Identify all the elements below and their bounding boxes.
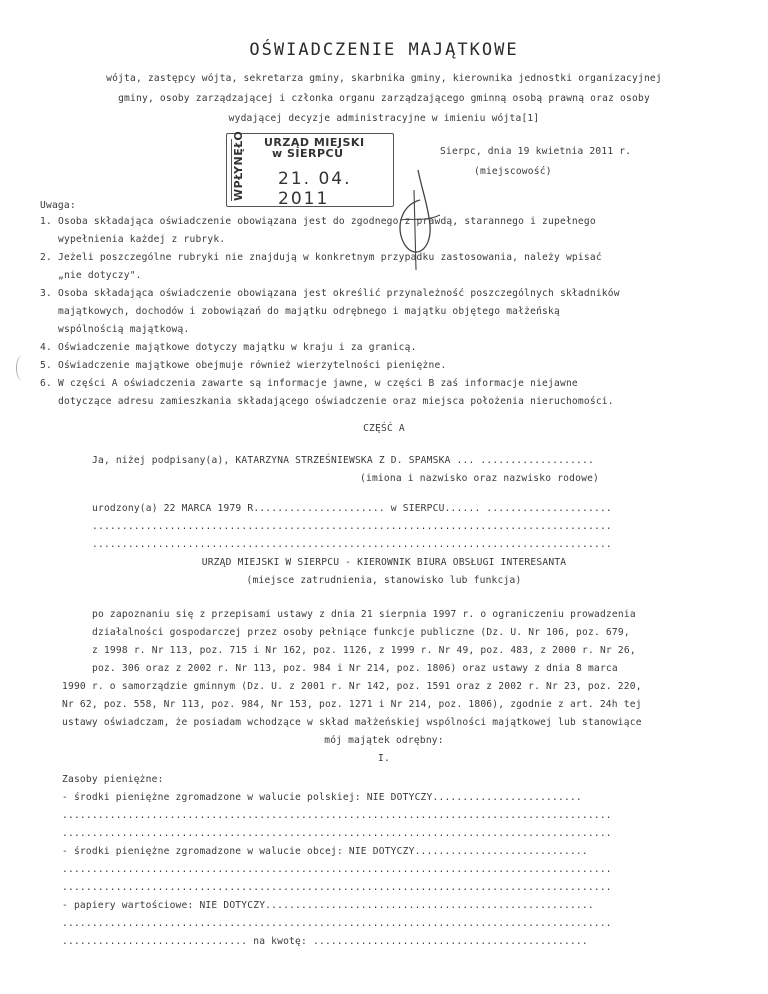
legal-text-line: działalności gospodarczej przez osoby pełniące funkcje publiczne (Dz. U. Nr 106, poz. 679, <box>92 627 630 638</box>
signer-caption: (imiona i nazwisko oraz nazwisko rodowe) <box>360 473 600 484</box>
employment-line: URZĄD MIEJSKI W SIERPCU - KIEROWNIK BIURA OBSŁUGI INTERESANTA <box>201 557 567 568</box>
note-item-cont: dotyczące adresu zamieszkania składającego oświadczenie oraz miejsca położenia nieruchomości. <box>58 396 614 407</box>
legal-text-line: z 1998 r. Nr 113, poz. 715 i Nr 162, poz. 1126, z 1999 r. Nr 49, poz. 483, z 2000 r. Nr 26, <box>92 645 636 656</box>
legal-text-line: 1990 r. o samorządzie gminnym (Dz. U. z 2001 r. Nr 142, poz. 1591 oraz z 2002 r. Nr 23, poz. 220, <box>62 681 642 692</box>
employment-caption: (miejsce zatrudnienia, stanowisko lub funkcja) <box>246 575 522 586</box>
legal-text-line: mój majątek odrębny: <box>324 735 444 746</box>
born-line: urodzony(a) 22 MARCA 1979 R...................... w SIERPCU...... ..................... <box>92 503 612 514</box>
note-item: 2. Jeżeli poszczególne rubryki nie znajdują w konkretnym przypadku zastosowania, należy wpisać <box>40 252 602 263</box>
subtitle-line: gminy, osoby zarządzającej i członka organu zarządzającego gminną osobą prawną oraz osoby <box>118 93 650 104</box>
place-caption: (miejscowość) <box>474 166 552 177</box>
part-a-heading: CZĘŚĆ A <box>363 423 405 434</box>
legal-text-line: ustawy oświadczam, że posiadam wchodzące w skład małżeńskiej wspólności majątkowej lub stanowiące <box>62 717 642 728</box>
margin-mark <box>16 355 29 381</box>
legal-text-line: poz. 306 oraz z 2002 r. Nr 113, poz. 984 i Nr 214, poz. 1806) oraz ustawy z dnia 8 marca <box>92 663 618 674</box>
stamp-side-label: WPŁYNĘŁO <box>232 130 245 201</box>
note-item-cont: majątkowych, dochodów i zobowiązań do majątku odrębnego i majątku objętego małżeńską <box>58 306 560 317</box>
dotted-line: ....................................................................................... <box>92 521 612 532</box>
stamp-city: w SIERPCU <box>272 147 344 160</box>
note-item: 4. Oświadczenie majątkowe dotyczy majątku w kraju i za granicą. <box>40 342 417 353</box>
asset-foreign-line: - środki pieniężne zgromadzone w walucie obcej: NIE DOTYCZY............................. <box>62 846 588 857</box>
stamp-date: 21. 04. 2011 <box>278 169 352 209</box>
place-date: Sierpc, dnia 19 kwietnia 2011 r. <box>440 146 632 157</box>
signer-line: Ja, niżej podpisany(a), KATARZYNA STRZEŚNIEWSKA Z D. SPAMSKA ... ................... <box>92 455 594 466</box>
legal-text-line: po zapoznaniu się z przepisami ustawy z dnia 21 sierpnia 1997 r. o ograniczeniu prowadzenia <box>92 609 636 620</box>
dotted-line: ............................................................................................ <box>62 882 612 893</box>
asset-pln-line: - środki pieniężne zgromadzone w walucie polskiej: NIE DOTYCZY......................... <box>62 792 582 803</box>
notes-heading: Uwaga: <box>40 200 76 211</box>
dotted-line: ............................................................................................ <box>62 918 612 929</box>
document-title: OŚWIADCZENIE MAJĄTKOWE <box>249 40 519 60</box>
legal-text-line: Nr 62, poz. 558, Nr 113, poz. 984, Nr 153, poz. 1271 i Nr 214, poz. 1806), zgodnie z art. 24h tej <box>62 699 642 710</box>
note-item: 1. Osoba składająca oświadczenie obowiązana jest do zgodnego z prawdą, starannego i zupełnego <box>40 216 596 227</box>
note-item: 6. W części A oświadczenia zawarte są informacje jawne, w części B zaś informacje niejawne <box>40 378 578 389</box>
assets-heading: Zasoby pieniężne: <box>62 774 164 785</box>
note-item-cont: „nie dotyczy". <box>58 270 142 281</box>
note-item-cont: wypełnienia każdej z rubryk. <box>58 234 226 245</box>
section-number: I. <box>378 753 390 764</box>
asset-securities-line: - papiery wartościowe: NIE DOTYCZY....................................................... <box>62 900 594 911</box>
dotted-line: ....................................................................................... <box>92 539 612 550</box>
note-item: 3. Osoba składająca oświadczenie obowiązana jest określić przynależność poszczególnych składników <box>40 288 620 299</box>
amount-line: ............................... na kwotę: .............................................. <box>62 936 588 947</box>
dotted-line: ............................................................................................ <box>62 864 612 875</box>
subtitle-line: wydającej decyzje administracyjne w imieniu wójta[1] <box>228 113 540 124</box>
note-item: 5. Oświadczenie majątkowe obejmuje również wierzytelności pieniężne. <box>40 360 447 371</box>
subtitle-line: wójta, zastępcy wójta, sekretarza gminy, skarbnika gminy, kierownika jednostki organizacyjnej <box>106 73 662 84</box>
note-item-cont: wspólnością majątkową. <box>58 324 190 335</box>
dotted-line: ............................................................................................ <box>62 828 612 839</box>
stamp-office: URZĄD MIEJSKI <box>264 136 365 149</box>
dotted-line: ............................................................................................ <box>62 810 612 821</box>
received-stamp <box>226 130 392 209</box>
